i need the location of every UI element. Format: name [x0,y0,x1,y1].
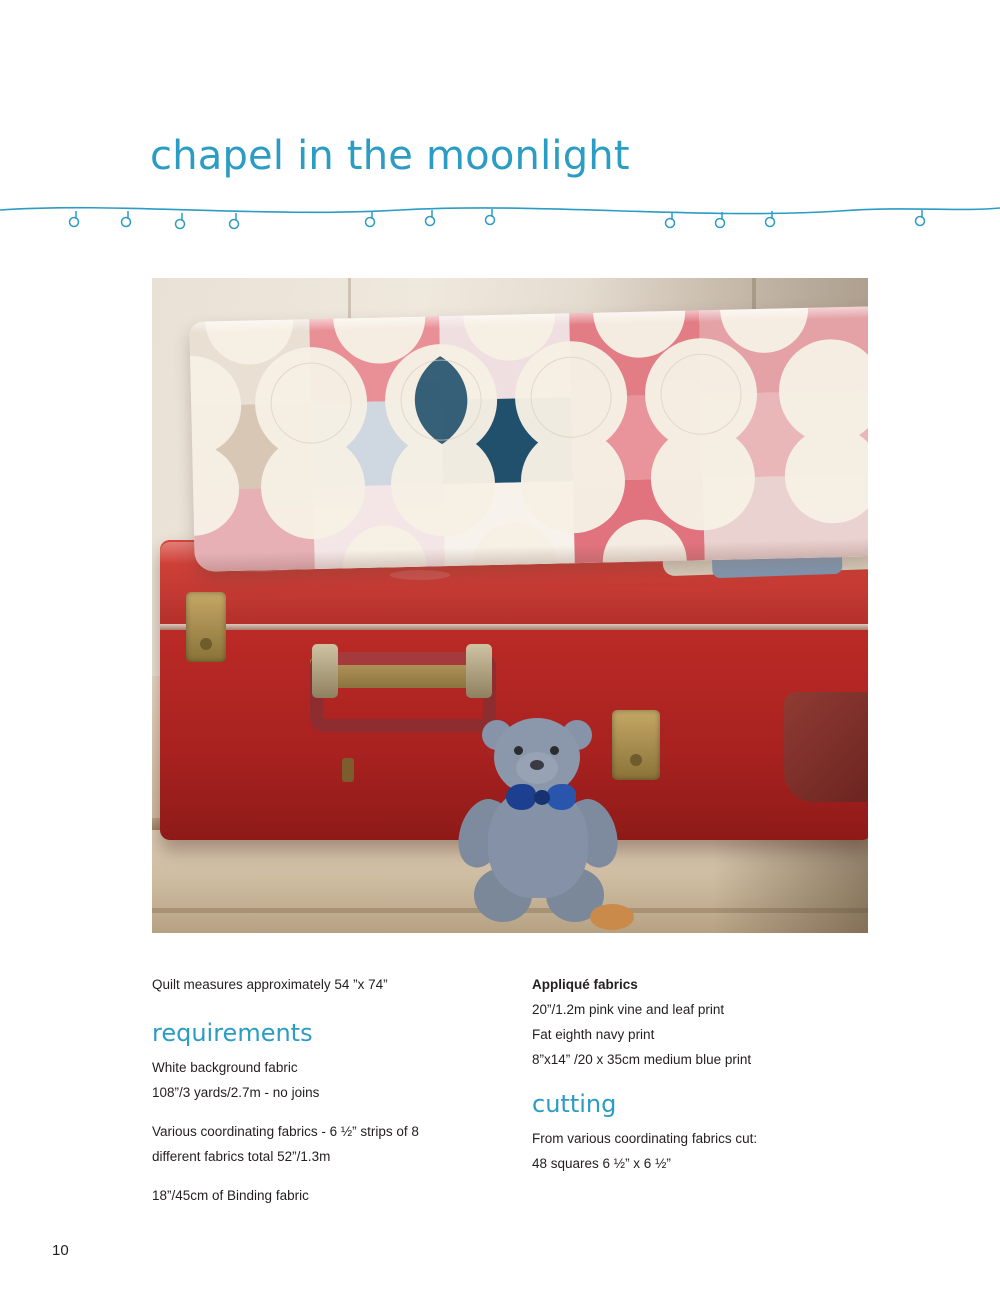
requirements-line: White background fabric [152,1060,298,1075]
applique-line: 8”x14” /20 x 35cm medium blue print [532,1052,752,1067]
folded-quilt [192,314,868,574]
handle-mount-left [312,644,338,698]
project-photo [152,278,868,933]
cutting-line: From various coordinating fabrics cut: [532,1131,758,1146]
requirements-line: 108”/3 yards/2.7m - no joins [152,1085,320,1100]
teddy-bow-left-loop [506,784,536,810]
quilt-measures-line: Quilt measures approximately 54 ”x 74” [152,977,388,992]
quilt-applique-overlay [189,306,868,572]
teddy-foot [590,904,634,930]
quilt-top-fold [189,306,868,572]
suitcase-corner-guard [784,692,868,802]
right-text-column [532,972,872,1176]
latch-rivet [200,638,212,650]
applique-heading: Appliqué fabrics [532,977,638,992]
requirements-heading: requirements [152,1019,313,1047]
teddy-nose [530,760,544,770]
handle-mount-right [466,644,492,698]
requirements-line: different fabrics total 52”/1.3m [152,1149,331,1164]
suitcase-latch-left [186,592,226,662]
decorative-divider-line [0,196,1000,236]
teddy-bow-knot [534,790,550,805]
shelf-front-shadow [712,830,868,933]
left-text-column [152,972,482,1208]
latch-rivet [630,754,642,766]
teddy-bear [448,718,628,933]
cutting-heading: cutting [532,1090,617,1118]
applique-line: 20”/1.2m pink vine and leaf print [532,1002,725,1017]
teddy-bow [506,784,576,810]
page-title: chapel in the moonlight [150,133,630,179]
suitcase-keyhole [342,758,354,782]
cutting-line: 48 squares 6 ½” x 6 ½” [532,1156,671,1171]
applique-line: Fat eighth navy print [532,1027,655,1042]
teddy-bow-right-loop [546,784,576,810]
teddy-eye-right [550,746,559,755]
teddy-eye-left [514,746,523,755]
suitcase-seam [160,624,868,630]
page-number: 10 [52,1242,69,1259]
requirements-line: 18”/45cm of Binding fabric [152,1188,309,1203]
requirements-line: Various coordinating fabrics - 6 ½” strips of 8 [152,1124,419,1139]
